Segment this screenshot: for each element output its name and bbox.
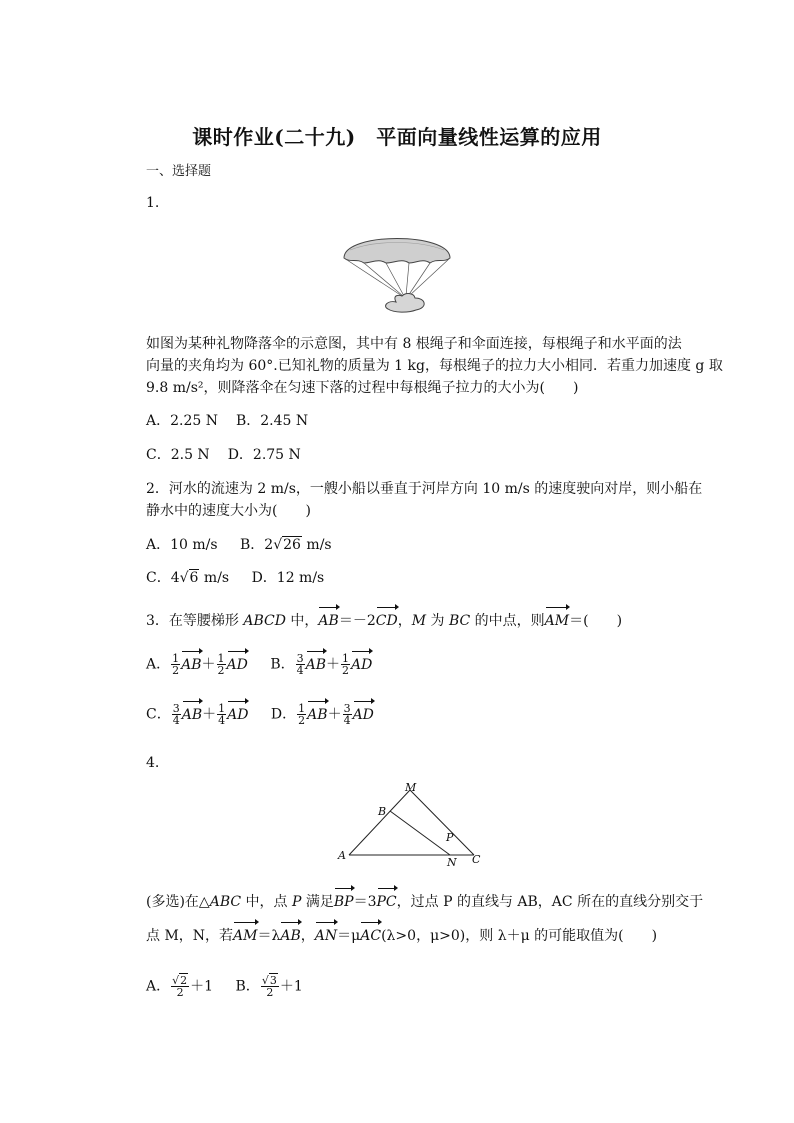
q2-option-a[interactable]: A．10 m/s [146,537,218,553]
triangle-figure [334,780,484,868]
q2-text-line1: 2．河水的流速为 2 m/s，一艘小船以垂直于河岸方向 10 m/s 的速度驶向对岸，则小船在 [146,481,703,497]
label-n: N [447,856,457,868]
q1-text-line3: 9.8 m/s²，则降落伞在匀速下落的过程中每根绳子拉力的大小为( ) [146,380,579,396]
q3-text: 3．在等腰梯形 ABCD 中，AB＝－2CD，M 为 BC 的中点，则AM＝( ) [146,610,622,632]
q2-options-row2 [146,567,342,589]
q4-text-line2: 点 M，N，若AM＝λAB，AN＝μAC(λ>0，μ>0)，则 λ＋μ 的可能取值为( ) [146,925,657,947]
q1-options-row1 [146,410,326,432]
label-c: C [472,853,481,866]
q2-option-c[interactable]: C．4√6 m/s [146,570,230,586]
q4-option-b[interactable]: B． $\frac{√3}{2}$ ＋1 [235,974,303,999]
q1-option-b[interactable]: B．2.45 N [235,413,309,429]
q1-option-c[interactable]: C．2.5 N [146,447,210,463]
q4-options-row1 [146,975,321,998]
page-title: 课时作业(二十九) 平面向量线性运算的应用 [192,125,602,149]
label-b: B [378,805,387,818]
section-heading: 一、选择题 [146,164,212,179]
q3-option-a[interactable]: A． $\frac{1}{2}$ AB＋ $\frac{1}{2}$ AD [146,652,248,677]
label-p: P [446,831,454,844]
q2-option-d[interactable]: D．12 m/s [251,570,325,586]
q1-option-d[interactable]: D．2.75 N [227,447,301,463]
q1-text-line1: 如图为某种礼物降落伞的示意图，其中有 8 根绳子和伞面连接，每根绳子和水平面的法 [146,336,682,352]
q3-option-b[interactable]: B． $\frac{3}{4}$ AB＋ $\frac{1}{2}$ AD [270,652,373,677]
q1-text-line2: 向量的夹角均为 60°.已知礼物的质量为 1 kg，每根绳子的拉力大小相同．若重力加速度 g 取 [146,358,723,374]
label-m: M [405,781,417,794]
q1-number: 1. [146,195,160,211]
label-a: A [338,849,346,862]
q2-text-line2: 静水中的速度大小为( ) [146,503,311,519]
q3-options-row1 [146,653,390,676]
q3-options-row2 [146,703,392,726]
q4-option-a[interactable]: A． $\frac{√2}{2}$ ＋1 [146,974,214,999]
q3-option-c[interactable]: C． $\frac{3}{4}$ AB＋ $\frac{1}{4}$ AD [146,702,249,727]
q1-options-row2 [146,444,319,466]
q4-text-line1: (多选)在△ABC 中，点 P 满足BP＝3PC，过点 P 的直线与 AB，AC 所在的直线分别交于 [146,891,703,913]
q2-option-b[interactable]: B．2√26 m/s [240,537,332,553]
parachute-figure [336,222,458,316]
q4-number: 4. [146,755,160,771]
q2-options-row1 [146,534,350,556]
q1-option-a[interactable]: A．2.25 N [146,413,218,429]
q3-option-d[interactable]: D． $\frac{1}{2}$ AB＋ $\frac{3}{4}$ AD [270,702,374,727]
